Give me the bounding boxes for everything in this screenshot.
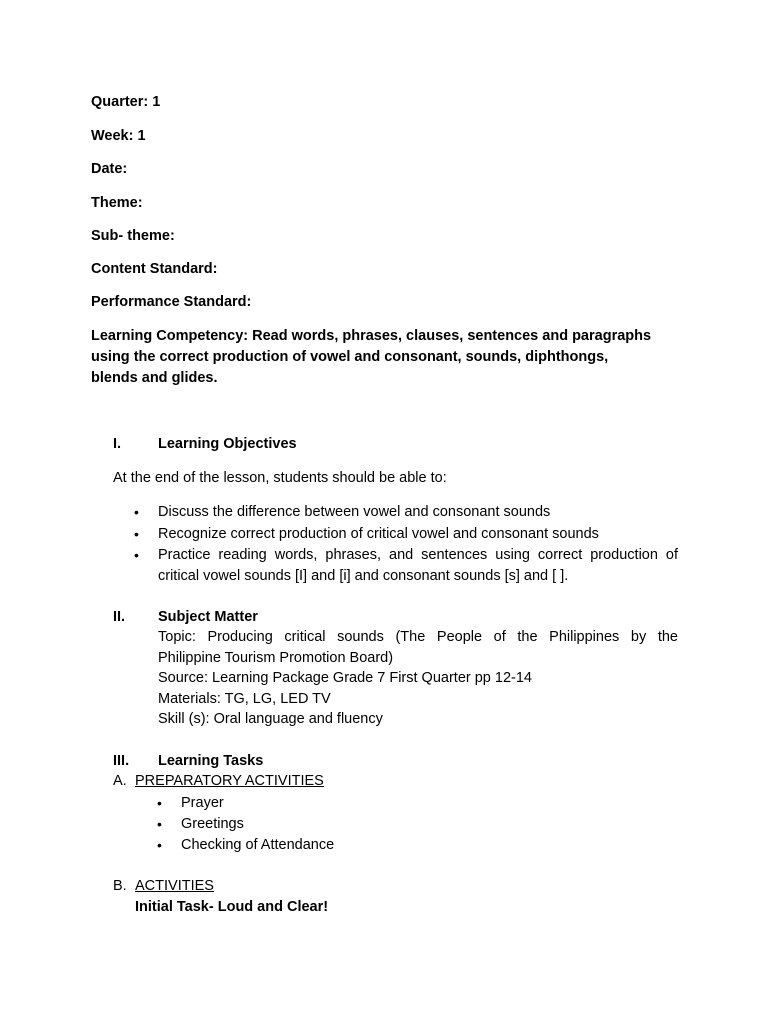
list-item-line: critical vowel sounds [I] and [i] and consonant sounds [s] and [ ]. <box>158 567 569 584</box>
bullet-icon: • <box>157 795 162 811</box>
theme-label: Theme: <box>91 195 143 211</box>
learning-competency-line: using the correct production of vowel and consonant, sounds, diphthongs, <box>91 349 609 365</box>
subject-matter-line: Source: Learning Package Grade 7 First Quarter pp 12-14 <box>158 670 532 686</box>
bullet-icon: • <box>157 837 162 853</box>
content-standard-label: Content Standard: <box>91 261 218 277</box>
week-label: Week: 1 <box>91 128 146 144</box>
subject-matter-line: Topic: Producing critical sounds (The People of the Philippines by the <box>158 629 678 645</box>
list-item: Discuss the difference between vowel and consonant sounds <box>158 504 551 520</box>
subject-matter-line: Skill (s): Oral language and fluency <box>158 711 383 727</box>
subsection-title-preparatory: PREPARATORY ACTIVITIES <box>135 773 324 789</box>
bullet-icon: • <box>157 816 162 832</box>
date-label: Date: <box>91 161 128 177</box>
section-number: II. <box>113 609 126 625</box>
section-title-subject-matter: Subject Matter <box>158 609 258 625</box>
section-title-learning-objectives: Learning Objectives <box>158 436 297 452</box>
quarter-label: Quarter: 1 <box>91 94 161 110</box>
list-item: Prayer <box>181 795 224 811</box>
list-item: Checking of Attendance <box>181 837 335 853</box>
list-item: Greetings <box>181 816 244 832</box>
subsection-letter: A. <box>113 773 127 789</box>
objectives-intro: At the end of the lesson, students should be able to: <box>113 470 447 486</box>
learning-competency-line: Learning Competency: Read words, phrases, clauses, sentences and paragraphs <box>91 328 652 344</box>
section-number: I. <box>113 436 122 452</box>
performance-standard-label: Performance Standard: <box>91 294 252 310</box>
list-item: Recognize correct production of critical vowel and consonant sounds <box>158 526 599 542</box>
subsection-title-activities: ACTIVITIES <box>135 878 214 894</box>
subject-matter-body <box>158 627 678 730</box>
bullet-icon: • <box>134 504 139 520</box>
section-number: III. <box>113 753 130 769</box>
bullet-icon: • <box>134 547 139 563</box>
sub-theme-label: Sub- theme: <box>91 228 175 244</box>
bullet-icon: • <box>134 526 139 542</box>
list-item-line: Practice reading words, phrases, and sentences using correct production of <box>158 547 678 563</box>
section-title-learning-tasks: Learning Tasks <box>158 753 264 769</box>
initial-task-title: Initial Task- Loud and Clear! <box>135 899 329 915</box>
subsection-letter: B. <box>113 878 127 894</box>
list-item <box>158 545 678 586</box>
learning-competency-line: blends and glides. <box>91 370 218 386</box>
subject-matter-line: Philippine Tourism Promotion Board) <box>158 649 394 666</box>
subject-matter-line: Materials: TG, LG, LED TV <box>158 690 331 707</box>
